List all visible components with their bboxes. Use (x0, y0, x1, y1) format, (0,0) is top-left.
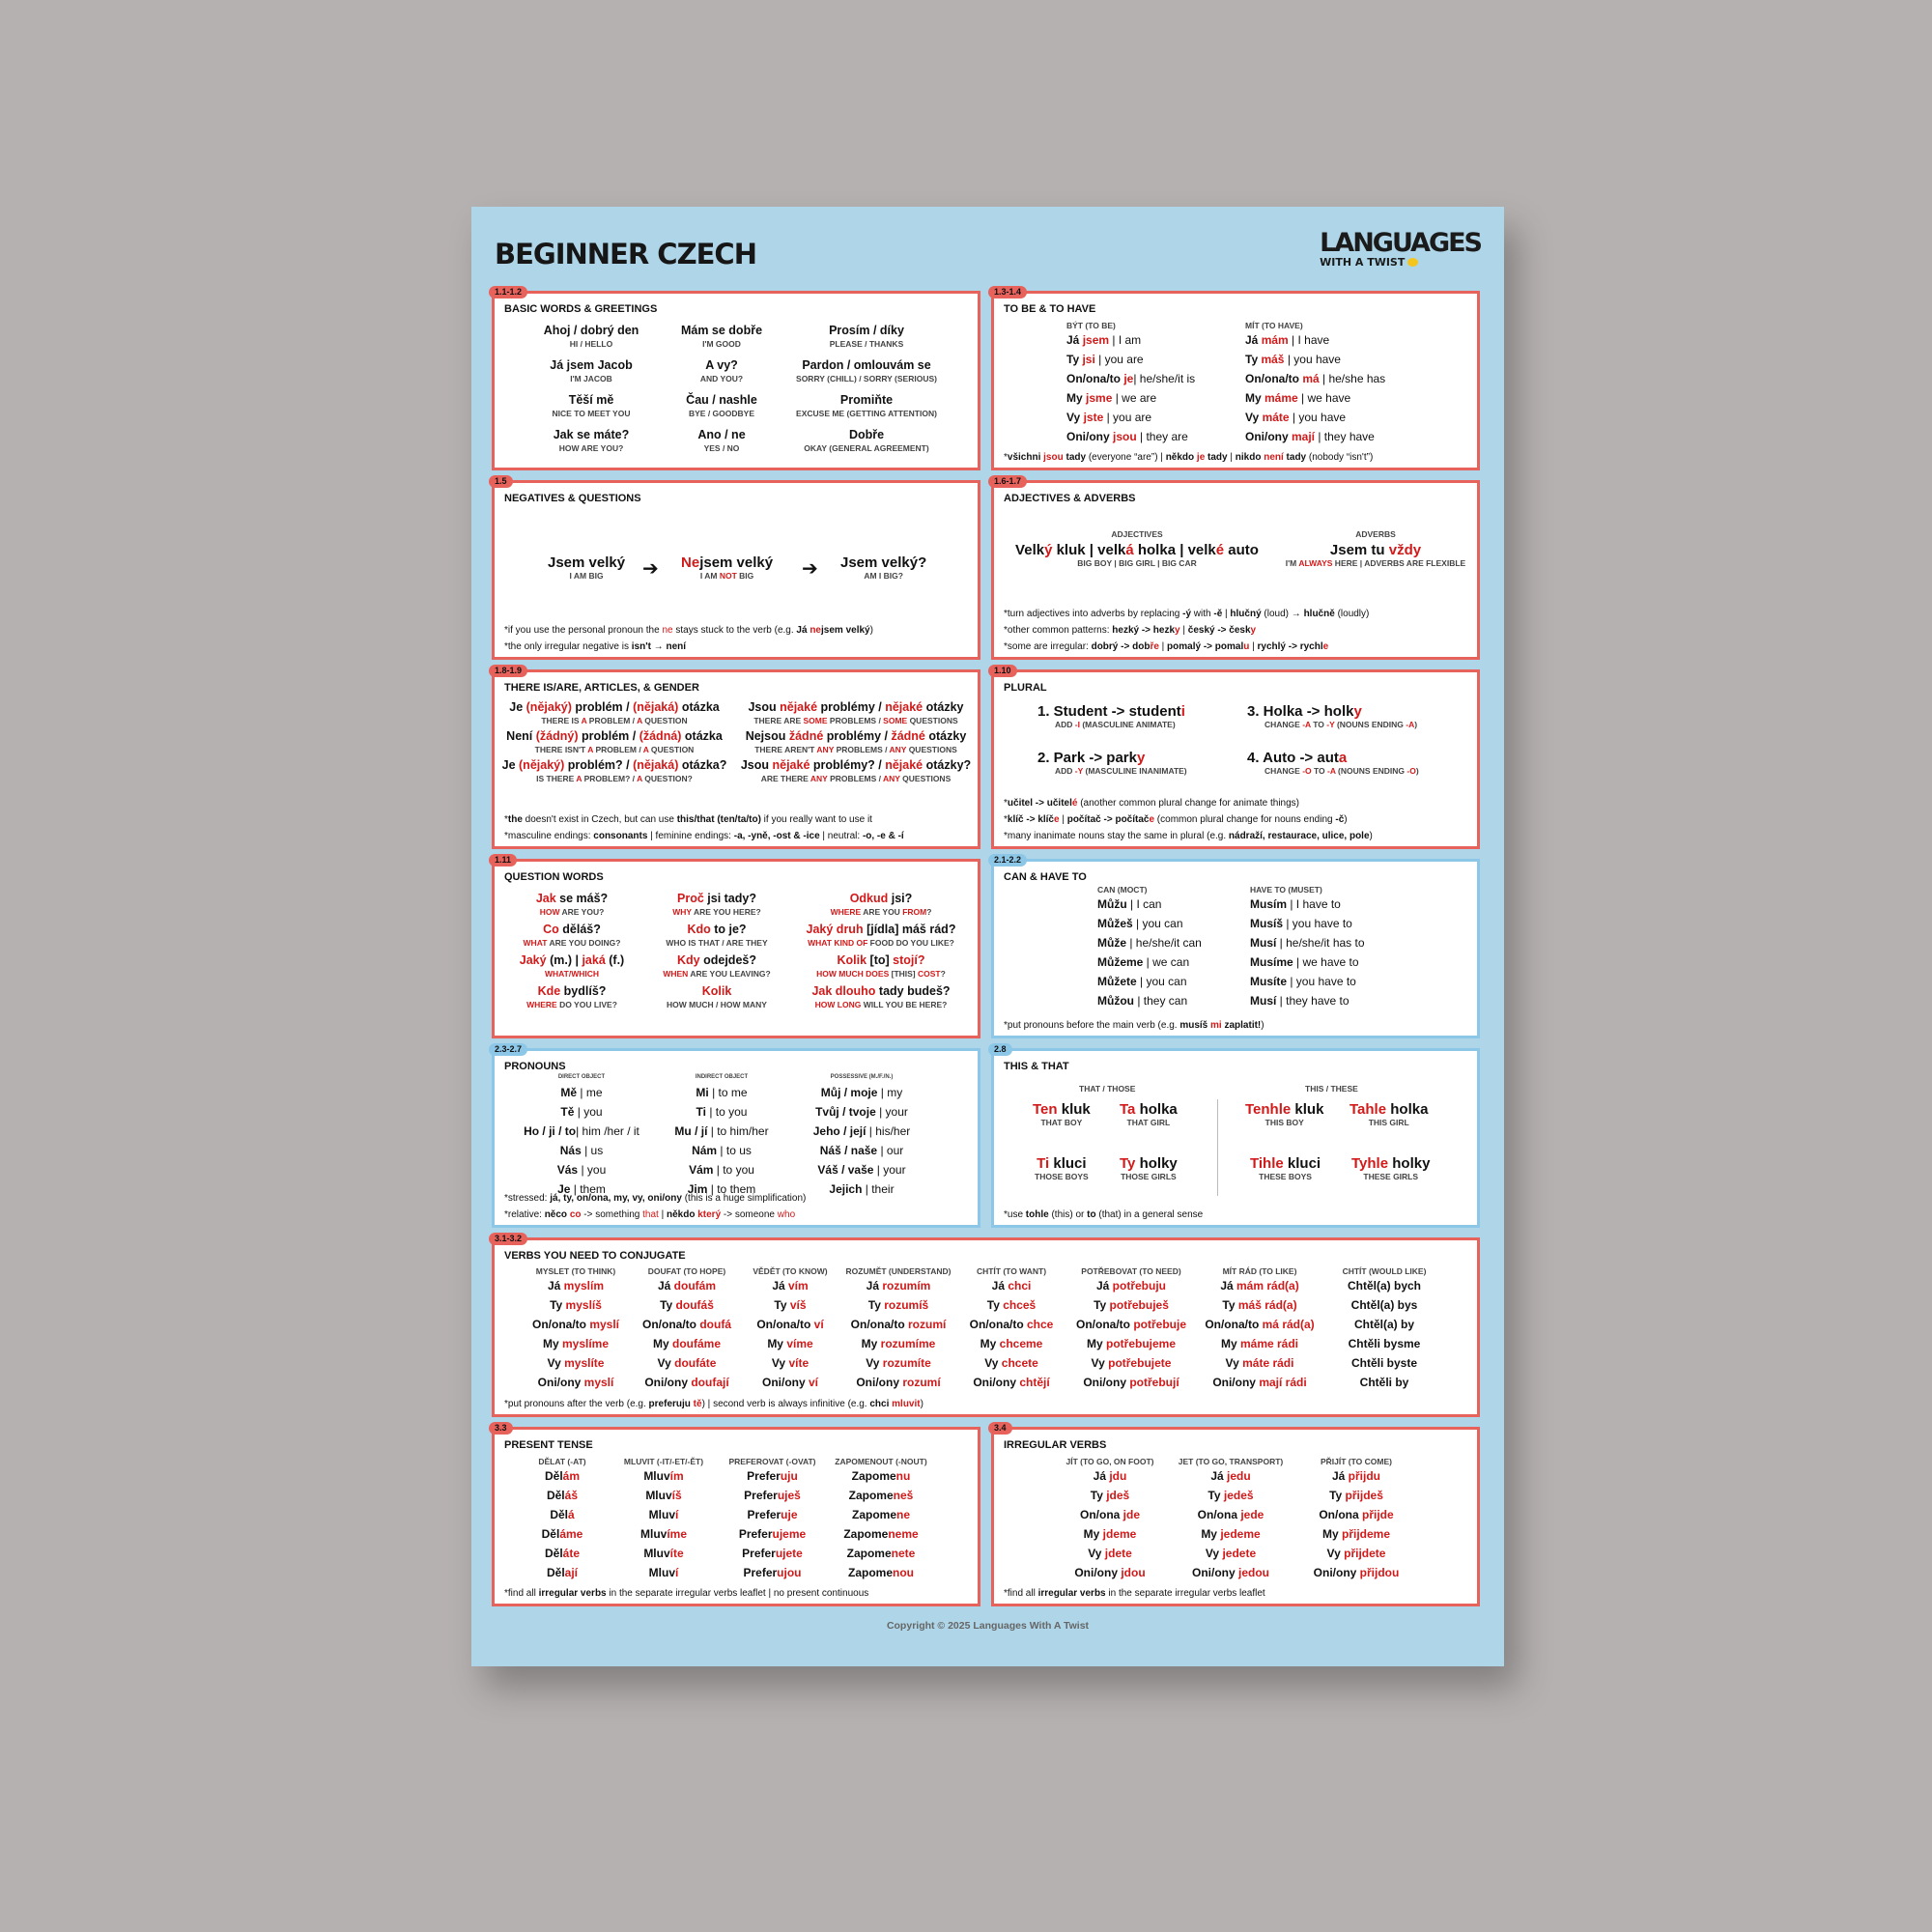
question-item: Jaký (m.) | jaká (f.) WHAT/WHICH (519, 953, 625, 979)
logo (1320, 230, 1481, 269)
section-heading: IRREGULAR VERBS (1004, 1439, 1107, 1451)
section-heading: ADJECTIVES & ADVERBS (1004, 493, 1136, 504)
section-note: *use tohle (this) or to (that) in a general sense (1004, 1209, 1204, 1220)
question-item: Jaký druh [jídla] máš rád? WHAT KIND OF FOOD DO YOU LIKE? (806, 923, 956, 948)
section-note: *the only irregular negative is isn't → není (504, 641, 687, 652)
demonstrative: Ti kluci THOSE BOYS (1035, 1155, 1089, 1181)
possessive-column: POSSESSIVE (M./F./N.) Můj / moje | my Tvůj / tvoje | your Jeho / její | his/her Náš / naše | our Váš / vaše | your Jejich | their (812, 1074, 911, 1196)
can-column: CAN (MOCT) Můžu | I can Můžeš | you can Může | he/she/it can Můžeme | we can Můžete | you can Můžou | they can (1097, 885, 1202, 1008)
plural-rule: 4. Auto -> auta CHANGE -O TO -A (NOUNS ENDING -O) (1247, 750, 1419, 776)
verb-column: CHTÍT (TO WANT) Já chci Ty chceš On/ona/to chce My chceme Vy chcete Oni/ony chtějí (969, 1266, 1054, 1389)
section-question-words (492, 855, 980, 1038)
section-tag: 1.8-1.9 (489, 665, 527, 677)
section-note: *some are irregular: dobrý -> dobře | pomalý -> pomalu | rychlý -> rychle (1004, 641, 1329, 652)
section-note: *relative: něco co -> something that | někdo který -> someone who (504, 1209, 796, 1220)
question-item: Kolik [to] stojí? HOW MUCH DOES [THIS] COST? (816, 953, 946, 979)
vocab-item: Těší mě NICE TO MEET YOU (552, 393, 631, 418)
greetings-grid (514, 323, 958, 454)
vocab-item: Čau / nashle BYE / GOODBYE (686, 393, 757, 418)
logo-sub: WITH A TWIST (1320, 257, 1481, 269)
question-item: Kde bydlíš? WHERE DO YOU LIVE? (526, 984, 617, 1009)
section-note: *stressed: já, ty, on/ona, my, vy, oni/ony (this is a huge simplification) (504, 1193, 807, 1204)
negation-step: Jsem velký? AM I BIG? (840, 554, 927, 581)
logo-main: LANGUAGES (1320, 228, 1481, 258)
question-item: Jak dlouho tady budeš? HOW LONG WILL YOU BE HERE? (811, 984, 951, 1009)
section-plural (991, 666, 1480, 849)
demonstrative: Ten kluk THAT BOY (1033, 1101, 1091, 1127)
indirect-object-column: INDIRECT OBJECT Mi | to me Ti | to you Mu / jí | to him/her Nám | to us Vám | to you Jim | to them (674, 1074, 769, 1196)
section-heading: TO BE & TO HAVE (1004, 303, 1096, 315)
section-negatives (492, 476, 980, 660)
section-there-is (492, 666, 980, 849)
verb-column: VĚDĚT (TO KNOW) Já vím Ty víš On/ona/to ví My víme Vy víte Oni/ony ví (753, 1266, 828, 1389)
section-conjugate (492, 1234, 1480, 1417)
verb-column: MLUVIT (-IT/-ET/-ĚT) Mluvím Mluvíš Mluví Mluvíme Mluvíte Mluví (623, 1457, 704, 1579)
question-item: Kolik HOW MUCH / HOW MANY (667, 984, 767, 1009)
section-tag: 1.10 (988, 665, 1017, 677)
demonstrative: Ta holka THAT GIRL (1120, 1101, 1178, 1127)
section-adjectives (991, 476, 1480, 660)
adverbs-block: ADVERBS Jsem tu vždy I'M ALWAYS HERE | ADVERBS ARE FLEXIBLE (1285, 529, 1466, 568)
demonstrative: Tihle kluci THESE BOYS (1250, 1155, 1321, 1181)
question-item: Proč jsi tady? WHY ARE YOU HERE? (672, 892, 761, 917)
section-heading: VERBS YOU NEED TO CONJUGATE (504, 1250, 686, 1262)
section-heading: PLURAL (1004, 682, 1047, 694)
section-tag: 3.1-3.2 (489, 1233, 527, 1245)
section-note: *učitel -> učitelé (another common plural change for animate things) (1004, 798, 1300, 809)
question-item: Kdo to je? WHO IS THAT / ARE THEY (666, 923, 768, 948)
section-heading: PRESENT TENSE (504, 1439, 593, 1451)
verb-column: MYSLET (TO THINK) Já myslím Ty myslíš On/ona/to myslí My myslíme Vy myslíte Oni/ony myslí (531, 1266, 619, 1389)
question-item: Odkud jsi? WHERE ARE YOU FROM? (830, 892, 932, 917)
vocab-item: Pardon / omlouvám se SORRY (CHILL) / SORRY (SERIOUS) (796, 358, 937, 384)
example: Nejsou žádné problémy / žádné otázky THERE AREN'T ANY PROBLEMS / ANY QUESTIONS (745, 729, 967, 754)
vocab-item: Dobře OKAY (GENERAL AGREEMENT) (804, 428, 929, 453)
plural-rule: 3. Holka -> holky CHANGE -A TO -Y (NOUNS ENDING -A) (1247, 703, 1418, 729)
conjugation-table (522, 1266, 1449, 1392)
verb-column: CHTÍT (WOULD LIKE) Chtěl(a) bych Chtěl(a) bys Chtěl(a) by Chtěli bysme Chtěli byste Chtěli by (1342, 1266, 1427, 1389)
have-to-column: HAVE TO (MUSET) Musím | I have to Musíš | you have to Musí | he/she/it has to Musíme | we have to Musíte | you have to Musí | they have to (1250, 885, 1365, 1008)
arrow-icon: ➔ (642, 558, 659, 580)
negation-step: Jsem velký I AM BIG (548, 554, 626, 581)
section-note: *find all irregular verbs in the separate irregular verbs leaflet | no present continuous (504, 1588, 869, 1599)
vocab-item: Mám se dobře I'M GOOD (680, 324, 763, 349)
demonstrative: Tenhle kluk THIS BOY (1245, 1101, 1324, 1127)
example: Je (nějaký) problém / (nějaká) otázka THERE IS A PROBLEM / A QUESTION (509, 700, 720, 725)
verb-column: ROZUMĚT (UNDERSTAND) Já rozumím Ty rozumíš On/ona/to rozumí My rozumíme Vy rozumíte Oni/ony rozumí (845, 1266, 952, 1389)
section-tag: 2.8 (988, 1043, 1012, 1056)
that-those-label: THAT / THOSE (1079, 1084, 1136, 1094)
section-heading: THERE IS/ARE, ARTICLES, & GENDER (504, 682, 699, 694)
section-irregular-verbs (991, 1423, 1480, 1606)
section-heading: THIS & THAT (1004, 1061, 1069, 1072)
lemon-icon (1407, 258, 1418, 267)
demonstrative: Ty holky THOSE GIRLS (1120, 1155, 1178, 1181)
verb-column: PŘIJÍT (TO COME) Já přijdu Ty přijdeš On/ona přijde My přijdeme Vy přijdete Oni/ony přijdou (1313, 1457, 1400, 1579)
section-note: *find all irregular verbs in the separate irregular verbs leaflet (1004, 1588, 1265, 1599)
vocab-item: Promiňte EXCUSE ME (GETTING ATTENTION) (796, 393, 937, 418)
plural-rule: 1. Student -> studenti ADD -I (MASCULINE ANIMATE) (1037, 703, 1185, 729)
irregular-verbs-table (1052, 1457, 1429, 1582)
section-can-have-to (991, 855, 1480, 1038)
section-pronouns (492, 1044, 980, 1228)
section-note: *klíč -> klíče | počítač -> počítače (common plural change for nouns ending -č) (1004, 814, 1348, 825)
adjectives-block: ADJECTIVES Velký kluk | velká holka | velké auto BIG BOY | BIG GIRL | BIG CAR (1015, 529, 1259, 568)
verb-column: POTŘEBOVAT (TO NEED) Já potřebuju Ty potřebuješ On/ona/to potřebuje My potřebujeme Vy potřebujete Oni/ony potřebují (1076, 1266, 1186, 1389)
arrow-icon: ➔ (802, 558, 818, 580)
section-note: *masculine endings: consonants | feminine endings: -a, -yně, -ost & -ice | neutral: -o, -e & -í (504, 831, 904, 841)
section-note: *many inanimate nouns stay the same in plural (e.g. nádraží, restaurace, ulice, pole) (1004, 831, 1373, 841)
section-tag: 3.3 (489, 1422, 513, 1435)
section-note: *put pronouns after the verb (e.g. preferuju tě) | second verb is always infinitive (e.g. chci mluvit) (504, 1399, 923, 1409)
this-these-label: THIS / THESE (1305, 1084, 1358, 1094)
to-be-column: BÝT (TO BE) Já jsem | I am Ty jsi | you are On/ona/to je| he/she/it is My jsme | we are Vy jste | you are Oni/ony jsou | they are (1066, 321, 1196, 443)
section-tag: 1.1-1.2 (489, 286, 527, 298)
verb-column: DĚLAT (-AT) Dělám Děláš Dělá Děláme Děláte Dělají (538, 1457, 586, 1579)
verb-column: ZAPOMENOUT (-NOUT) Zapomenu Zapomeneš Zapomene Zapomeneme Zapomenete Zapomenou (835, 1457, 927, 1579)
vocab-item: Já jsem Jacob I'M JACOB (550, 358, 633, 384)
section-heading: QUESTION WORDS (504, 871, 604, 883)
section-note: *the doesn't exist in Czech, but can use this/that (ten/ta/to) if you really want to use it (504, 814, 872, 825)
section-tag: 3.4 (988, 1422, 1012, 1435)
section-heading: CAN & HAVE TO (1004, 871, 1087, 883)
section-note: *if you use the personal pronoun the ne stays stuck to the verb (e.g. Já nejsem velký) (504, 625, 873, 636)
section-tag: 1.5 (489, 475, 513, 488)
demonstrative: Tahle holka THIS GIRL (1350, 1101, 1429, 1127)
negation-step: Nejsem velký I AM NOT BIG (681, 554, 774, 581)
section-heading: BASIC WORDS & GREETINGS (504, 303, 658, 315)
vocab-item: A vy? AND YOU? (699, 358, 744, 384)
vocab-item: Ahoj / dobrý den HI / HELLO (543, 324, 639, 349)
section-note: *všichni jsou tady (everyone “are”) | někdo je tady | nikdo není tady (nobody “isn't”) (1004, 452, 1374, 463)
to-have-column: MÍT (TO HAVE) Já mám | I have Ty máš | you have On/ona/to má | he/she has My máme | we have Vy máte | you have Oni/ony mají | they have (1245, 321, 1386, 443)
section-basic-words (492, 287, 980, 470)
section-note: *turn adjectives into adverbs by replacing -ý with -ě | hlučný (loud) → hlučně (loudly) (1004, 609, 1370, 619)
verb-column: DOUFAT (TO HOPE) Já doufám Ty doufáš On/ona/to doufá My doufáme Vy doufáte Oni/ony doufají (642, 1266, 731, 1389)
section-to-be-to-have (991, 287, 1480, 470)
page-title: BEGINNER CZECH (495, 238, 756, 270)
example: Jsou nějaké problémy? / nějaké otázky? ARE THERE ANY PROBLEMS / ANY QUESTIONS (740, 758, 972, 783)
present-tense-table (514, 1457, 958, 1582)
section-heading: PRONOUNS (504, 1061, 566, 1072)
example: Není (žádný) problém / (žádná) otázka THERE ISN'T A PROBLEM / A QUESTION (506, 729, 723, 754)
vocab-item: Ano / ne YES / NO (697, 428, 746, 453)
section-tag: 2.3-2.7 (489, 1043, 527, 1056)
verb-column: PREFEROVAT (-OVAT) Preferuju Preferuješ Preferuje Preferujeme Preferujete Preferujou (728, 1457, 816, 1579)
direct-object-column: DIRECT OBJECT Mě | me Tě | you Ho / ji / to| him /her / it Nás | us Vás | you Je | them (524, 1074, 639, 1196)
question-item: Co děláš? WHAT ARE YOU DOING? (523, 923, 621, 948)
section-tag: 1.11 (489, 854, 517, 867)
divider (1217, 1099, 1218, 1196)
section-tag: 2.1-2.2 (988, 854, 1027, 867)
example: Jsou nějaké problémy / nějaké otázky THERE ARE SOME PROBLEMS / SOME QUESTIONS (748, 700, 964, 725)
plural-rule: 2. Park -> parky ADD -Y (MASCULINE INANIMATE) (1037, 750, 1187, 776)
section-present-tense (492, 1423, 980, 1606)
verb-column: JÍT (TO GO, ON FOOT) Já jdu Ty jdeš On/ona jde My jdeme Vy jdete Oni/ony jdou (1065, 1457, 1154, 1579)
vocab-item: Jak se máte? HOW ARE YOU? (553, 428, 630, 453)
section-tag: 1.6-1.7 (988, 475, 1027, 488)
demonstrative: Tyhle holky THESE GIRLS (1351, 1155, 1431, 1181)
section-heading: NEGATIVES & QUESTIONS (504, 493, 641, 504)
verb-column: MÍT RÁD (TO LIKE) Já mám rád(a) Ty máš rád(a) On/ona/to má rád(a) My máme rádi Vy máte rádi Oni/ony mají rádi (1205, 1266, 1315, 1389)
copyright: Copyright © 2025 Languages With A Twist (886, 1620, 1090, 1632)
verb-column: JET (TO GO, TRANSPORT) Já jedu Ty jedeš On/ona jede My jedeme Vy jedete Oni/ony jedou (1178, 1457, 1284, 1579)
section-note: *put pronouns before the main verb (e.g. musíš mi zaplatit!) (1004, 1020, 1264, 1031)
question-item: Kdy odejdeš? WHEN ARE YOU LEAVING? (663, 953, 771, 979)
articles-grid (495, 699, 978, 784)
question-item: Jak se máš? HOW ARE YOU? (535, 892, 609, 917)
question-grid (495, 891, 978, 1010)
section-this-that (991, 1044, 1480, 1228)
section-note: *other common patterns: hezký -> hezky | český -> česky (1004, 625, 1257, 636)
cheat-sheet (471, 207, 1504, 1666)
section-tag: 1.3-1.4 (988, 286, 1027, 298)
vocab-item: Prosím / díky PLEASE / THANKS (829, 324, 904, 349)
example: Je (nějaký) problém? / (nějaká) otázka? IS THERE A PROBLEM? / A QUESTION? (501, 758, 727, 783)
